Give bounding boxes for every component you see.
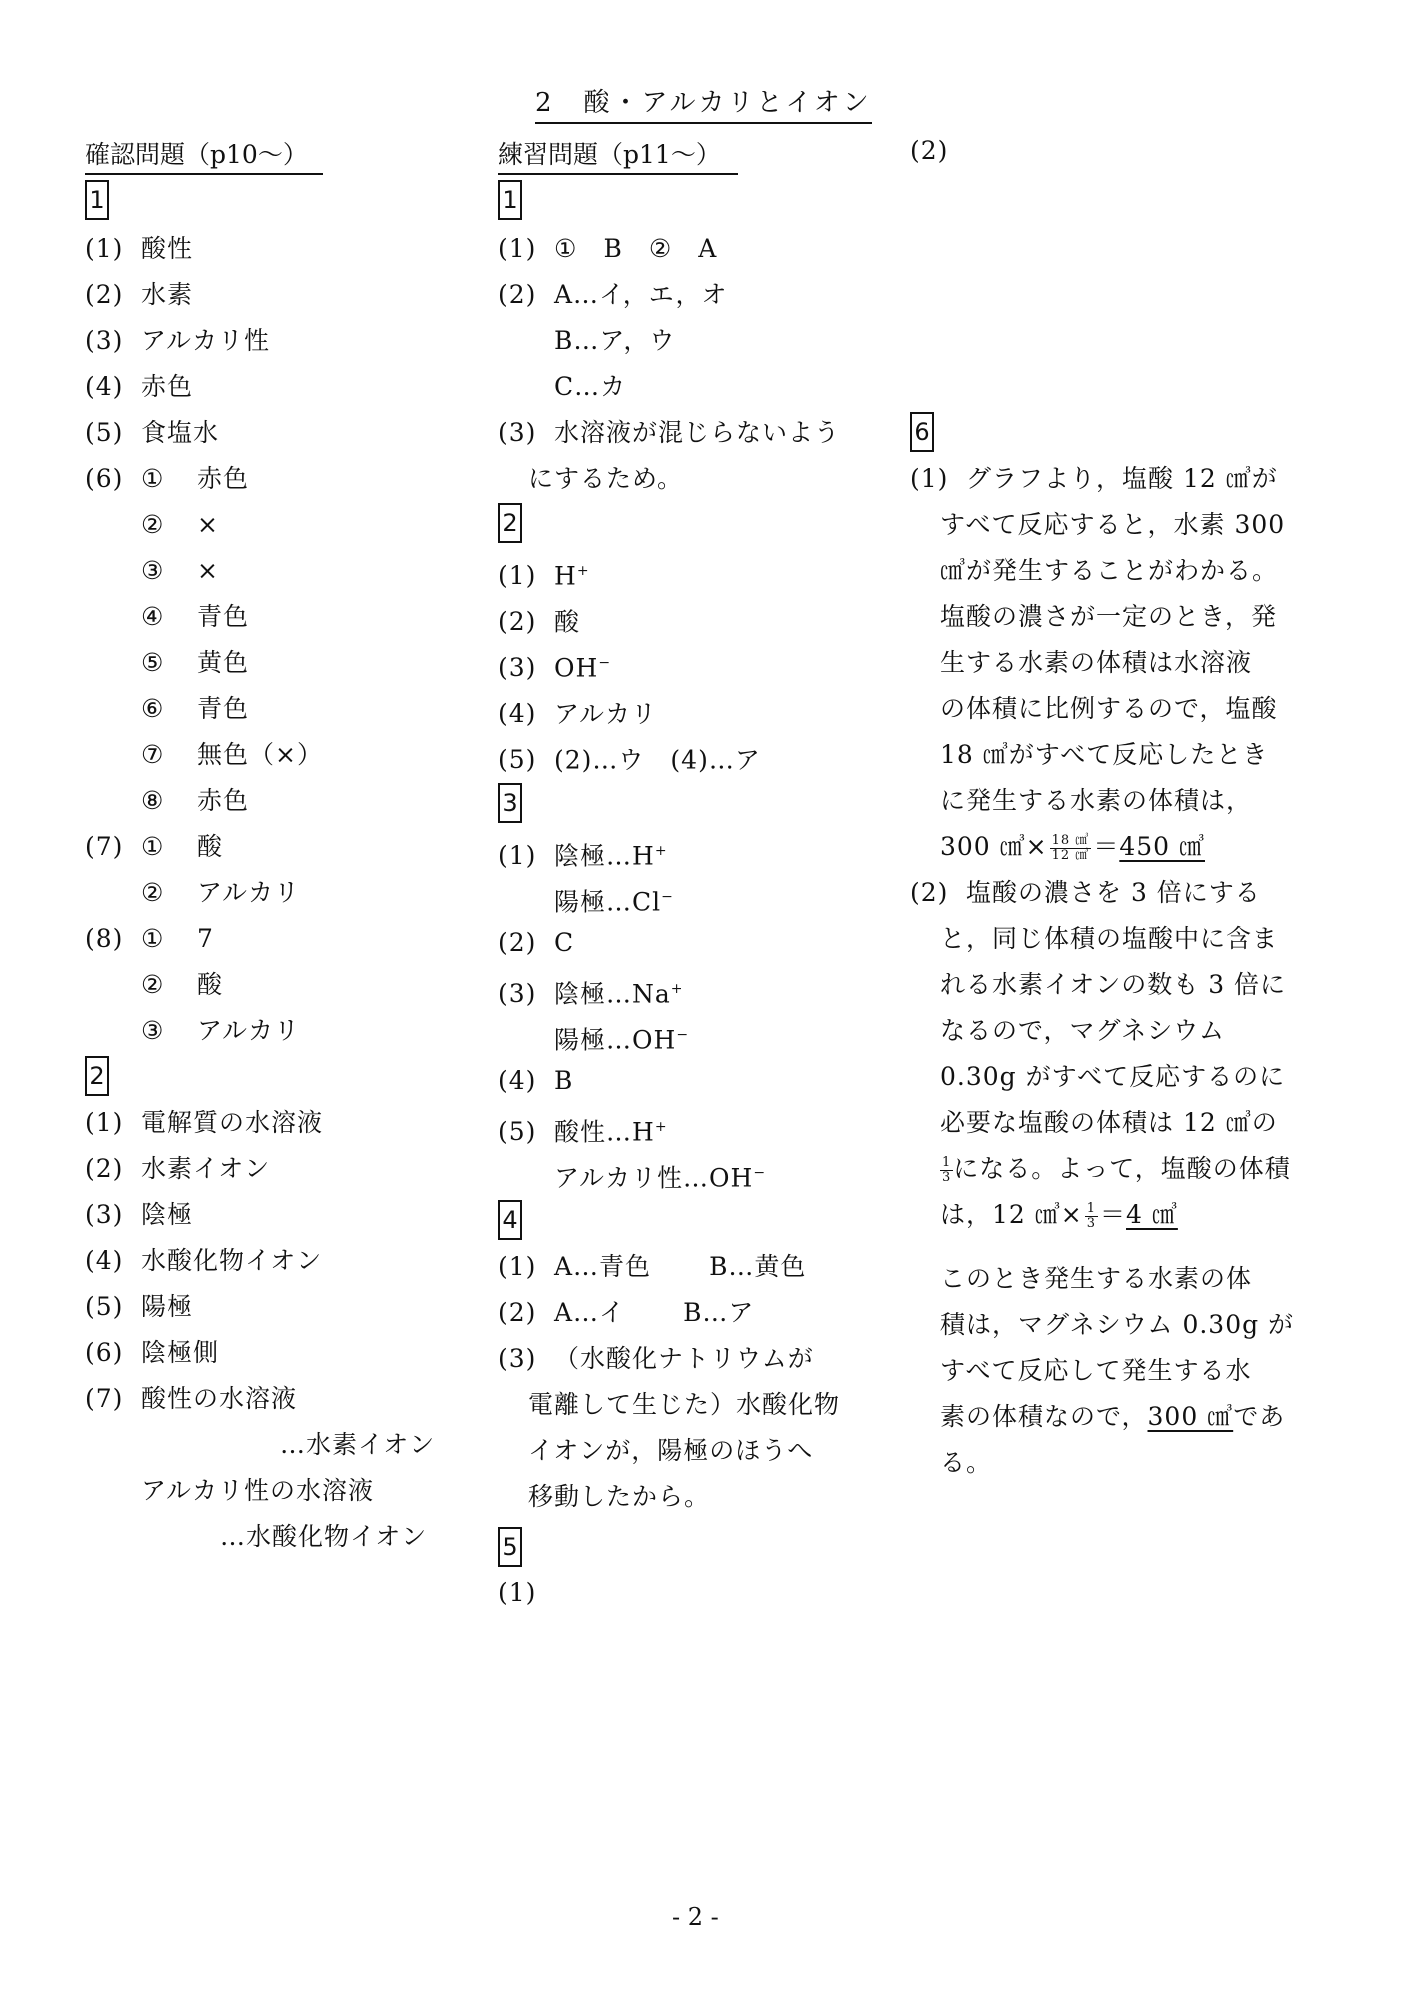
answer-line xyxy=(85,278,193,312)
explanation-text: 塩酸の濃さが一定のとき，発 xyxy=(940,602,1278,631)
answer-text: 酸性 xyxy=(141,234,194,263)
answer-text: 電解質の水溶液 xyxy=(141,1108,324,1137)
answer-line: イオンが，陽極のほうへ xyxy=(528,1436,814,1465)
answer-line xyxy=(85,600,249,634)
answer-line xyxy=(85,1152,270,1186)
explanation-text: 0.30g がすべて反応するのに xyxy=(940,1062,1286,1091)
item-label: (3) xyxy=(85,1200,124,1229)
item-label: (1) xyxy=(910,464,949,493)
item-label: (2) xyxy=(498,607,537,637)
answer-line xyxy=(141,1474,374,1508)
answer-line xyxy=(940,600,1277,634)
answer-line xyxy=(498,972,684,1011)
answer-line xyxy=(85,692,249,726)
item-label: (4) xyxy=(498,1066,537,1095)
answer-line: る。 xyxy=(940,1448,993,1477)
item-label: (3) xyxy=(498,418,537,447)
explanation-text: 積は，マグネシウム 0.30g が xyxy=(940,1310,1295,1339)
explanation-text: すべて反応して発生する水 xyxy=(940,1356,1252,1385)
answer-line xyxy=(498,1250,806,1284)
answer-line xyxy=(498,600,580,639)
answer-line xyxy=(85,1106,323,1140)
explanation-text: に発生する水素の体積は， xyxy=(940,786,1253,815)
item-label: (4) xyxy=(85,372,124,401)
answer-text: （水酸化ナトリウムが xyxy=(554,1344,814,1373)
answer-line xyxy=(220,1520,427,1554)
item-label: (4) xyxy=(85,1246,124,1275)
item-label: (1) xyxy=(498,1252,537,1281)
answer-text: 7 xyxy=(197,924,214,953)
calc-lhs: は，12 ㎤× xyxy=(940,1200,1083,1229)
answer-line xyxy=(498,1342,814,1376)
answer-line xyxy=(940,1262,1252,1296)
fraction-numerator: 18 ㎤ xyxy=(1051,833,1090,848)
circled-number: ① xyxy=(141,832,165,861)
item-label: (4) xyxy=(498,699,537,729)
answer-line xyxy=(498,554,590,593)
answer-text: 陽極…Cl xyxy=(554,887,662,917)
answer-text: アルカリ性…OH xyxy=(554,1163,754,1193)
answer-line xyxy=(940,692,1278,726)
answer-line xyxy=(498,232,717,266)
item-label: (2) xyxy=(910,878,949,907)
answer-text: 食塩水 xyxy=(141,418,220,447)
answer-line xyxy=(554,1156,766,1195)
section-heading-renshu: 練習問題（p11～） xyxy=(498,138,738,175)
equals-sign: ＝ xyxy=(1100,1200,1127,1229)
question-number-box: 6 xyxy=(910,412,934,452)
answer-text: 水酸化物イオン xyxy=(141,1246,323,1275)
answer-line xyxy=(940,1106,1278,1140)
fraction-numerator: 1 xyxy=(942,1155,952,1170)
fraction-denominator: 3 xyxy=(942,1170,952,1185)
answer-text: …水酸化物イオン xyxy=(220,1522,428,1551)
answer-text: × xyxy=(197,510,219,539)
answer-text: 酸性の水溶液 xyxy=(141,1384,298,1413)
circled-number: ⑤ xyxy=(141,648,165,677)
ion-charge: − xyxy=(598,655,612,671)
answer-text: 陰極 xyxy=(141,1200,194,1229)
answer-line xyxy=(940,508,1285,542)
item-label: (1) xyxy=(498,841,537,871)
explanation-text: になる。よって，塩酸の体積 xyxy=(953,1154,1291,1183)
answer-line xyxy=(85,416,219,450)
underlined-answer: 300 ㎤ xyxy=(1147,1402,1234,1431)
fraction-denominator: 3 xyxy=(1086,1216,1096,1231)
answer-line xyxy=(85,1290,193,1324)
answer-text: 青色 xyxy=(197,694,250,723)
explanation-text: 必要な塩酸の体積は 12 ㎤の xyxy=(940,1108,1278,1137)
item-label: (2) xyxy=(498,280,537,309)
answer-line xyxy=(85,922,214,956)
explanation-text: であ xyxy=(1233,1402,1286,1431)
question-number-box: 1 xyxy=(498,180,522,220)
item-label: (8) xyxy=(85,924,124,953)
item-label: (2) xyxy=(85,280,124,309)
answer-line: B…ア，ウ xyxy=(554,326,676,355)
fraction xyxy=(1085,1202,1098,1231)
item-label: (6) xyxy=(85,1338,124,1367)
answer-line: にするため。 xyxy=(528,464,684,493)
answer-line xyxy=(940,738,1268,772)
answer-line xyxy=(940,1308,1294,1342)
answer-text: A…青色 xyxy=(554,1252,652,1281)
ion-charge: − xyxy=(661,889,674,905)
explanation-text: なるので，マグネシウム xyxy=(940,1016,1226,1045)
answer-line xyxy=(940,646,1252,680)
item-label: (7) xyxy=(85,1384,124,1413)
item-label: (1) xyxy=(85,1108,124,1137)
answer-line xyxy=(940,968,1286,1002)
answer-text: 陽極…OH xyxy=(554,1025,677,1055)
answer-line xyxy=(498,738,761,777)
answer-line xyxy=(85,508,219,542)
item-label: (2) xyxy=(85,1154,124,1183)
answer-text: 陰極側 xyxy=(141,1338,220,1367)
answer-text: 陽極 xyxy=(141,1292,194,1321)
circled-number: ③ xyxy=(141,1016,165,1045)
answer-line: 移動したから。 xyxy=(528,1482,711,1511)
answer-line xyxy=(554,1018,689,1057)
answer-line xyxy=(498,834,668,873)
answer-line xyxy=(280,1428,435,1462)
explanation-text: グラフより，塩酸 12 ㎤が xyxy=(966,464,1278,493)
question-number-box: 1 xyxy=(85,180,109,220)
answer-line xyxy=(85,738,323,772)
answer-text: 赤色 xyxy=(197,464,250,493)
explanation-text: すべて反応すると，水素 300 xyxy=(940,510,1286,539)
calc-lhs: 300 ㎤× xyxy=(940,832,1048,861)
question-number-box: 4 xyxy=(498,1200,522,1240)
answer-line xyxy=(498,646,611,685)
item-label: (2) xyxy=(910,136,949,165)
circled-number: ① xyxy=(554,234,578,263)
answer-text: 赤色 xyxy=(141,372,194,401)
answer-text: アルカリ xyxy=(197,878,301,907)
answer-line xyxy=(85,784,249,818)
answer-line xyxy=(940,922,1278,956)
explanation-text: 塩酸の濃さを 3 倍にする xyxy=(966,878,1261,907)
answer-line: 電離して生じた）水酸化物 xyxy=(528,1390,841,1419)
circled-number: ① xyxy=(141,924,165,953)
answer-line xyxy=(940,784,1252,818)
circled-number: ⑥ xyxy=(141,694,165,723)
circled-number: ⑧ xyxy=(141,786,165,815)
answer-text: 無色（×） xyxy=(197,740,323,769)
answer-text: アルカリ xyxy=(197,1016,301,1045)
question-number-box: 3 xyxy=(498,783,522,823)
ion-charge: + xyxy=(670,981,684,997)
ion-charge: − xyxy=(753,1165,767,1181)
answer-text: 青色 xyxy=(197,602,250,631)
explanation-text: 素の体積なので， xyxy=(940,1402,1148,1431)
answer-line xyxy=(910,462,1278,496)
fraction-numerator: 1 xyxy=(1086,1201,1096,1216)
circled-number: ② xyxy=(648,234,673,263)
item-label: (1) xyxy=(498,234,537,263)
answer-text: OH xyxy=(554,653,599,683)
explanation-text: と，同じ体積の塩酸中に含ま xyxy=(940,924,1279,953)
answer-text: 水素 xyxy=(141,280,194,309)
answer-text: アルカリ性 xyxy=(141,326,271,355)
answer-line xyxy=(85,876,300,910)
answer-line xyxy=(498,692,657,731)
answer-line xyxy=(940,1060,1285,1094)
item-label: (1) xyxy=(498,561,537,591)
item-label: (1) xyxy=(85,234,124,263)
item-label: (5) xyxy=(85,1292,124,1321)
item-label: (7) xyxy=(85,832,124,861)
answer-line xyxy=(498,926,574,960)
item-label: (3) xyxy=(498,653,537,683)
answer-line xyxy=(940,1400,1285,1434)
answer-text: 酸性…H xyxy=(554,1117,655,1147)
ion-charge: − xyxy=(676,1027,690,1043)
explanation-text: このとき発生する水素の体 xyxy=(940,1264,1253,1293)
explanation-text: の体積に比例するので，塩酸 xyxy=(940,694,1278,723)
item-label: (2) xyxy=(498,928,537,957)
answer-text: …水素イオン xyxy=(280,1430,436,1459)
item-label: (2) xyxy=(498,1298,537,1327)
answer-text: 陰極…H xyxy=(554,841,655,871)
answer-text: アルカリ性の水溶液 xyxy=(141,1476,375,1505)
item-label: (6) xyxy=(85,464,124,493)
fraction-denominator: 12 ㎤ xyxy=(1051,848,1090,863)
question-number-box: 5 xyxy=(498,1527,522,1567)
page-number: - 2 - xyxy=(672,1903,719,1931)
item-label: (3) xyxy=(498,979,537,1009)
answer-text: B…黄色 xyxy=(709,1252,807,1281)
explanation-text: ㎤が発生することがわかる。 xyxy=(940,556,1279,585)
item-label: (3) xyxy=(498,1344,537,1373)
equals-sign: ＝ xyxy=(1093,832,1120,861)
answer-line xyxy=(498,1110,668,1149)
underlined-answer: 4 ㎤ xyxy=(1126,1200,1178,1229)
answer-line xyxy=(940,1014,1225,1048)
section-heading-kakunin: 確認問題（p10～） xyxy=(85,138,323,175)
answer-text: H xyxy=(554,561,577,591)
item-label: (5) xyxy=(498,745,537,775)
answer-line xyxy=(85,554,219,588)
answer-line xyxy=(498,278,728,312)
question-number-box: 2 xyxy=(85,1056,109,1096)
answer-line xyxy=(85,646,249,680)
answer-text: × xyxy=(197,556,219,585)
answer-line xyxy=(85,232,193,266)
explanation-text: 18 ㎤がすべて反応したとき xyxy=(940,740,1269,769)
answer-line: C…カ xyxy=(554,372,627,401)
answer-line xyxy=(498,1064,573,1098)
item-label: (3) xyxy=(85,326,124,355)
circled-number: ⑦ xyxy=(141,740,165,769)
answer-text: 赤色 xyxy=(197,786,250,815)
answer-text: 水素イオン xyxy=(141,1154,271,1183)
answer-line xyxy=(85,1198,193,1232)
answer-text: アルカリ xyxy=(554,699,658,729)
answer-line xyxy=(85,968,223,1002)
answer-line xyxy=(85,1244,322,1278)
ion-charge: + xyxy=(654,1119,668,1135)
answer-line xyxy=(940,1354,1252,1388)
calculation-line xyxy=(940,830,1205,864)
answer-text: A…イ，エ，オ xyxy=(554,280,728,309)
ion-charge: + xyxy=(576,563,590,579)
answer-text: 陰極…Na xyxy=(554,979,671,1009)
answer-text: A…イ xyxy=(554,1298,626,1327)
answer-text: 酸 xyxy=(554,607,581,637)
underlined-answer: 450 ㎤ xyxy=(1119,832,1205,861)
answer-text: C xyxy=(554,928,575,957)
fraction-line xyxy=(940,1152,1291,1186)
answer-text: B…ア xyxy=(683,1298,755,1327)
answer-line xyxy=(85,370,193,404)
explanation-text: 生する水素の体積は水溶液 xyxy=(940,648,1253,677)
circled-number: ④ xyxy=(141,602,165,631)
answer-text: (2)…ウ (4)…ア xyxy=(554,745,761,775)
answer-value: B xyxy=(603,234,623,263)
answer-value: A xyxy=(698,234,718,263)
answer-line xyxy=(940,554,1278,588)
circled-number: ③ xyxy=(141,556,165,585)
answer-text: B xyxy=(554,1066,574,1095)
item-label: (1) xyxy=(498,1578,537,1607)
answer-text: 酸 xyxy=(197,970,224,999)
fraction xyxy=(1050,834,1092,863)
answer-line xyxy=(85,1014,300,1048)
ion-charge: + xyxy=(654,843,668,859)
question-number-box: 2 xyxy=(498,503,522,543)
explanation-text: れる水素イオンの数も 3 倍に xyxy=(940,970,1287,999)
answer-line xyxy=(498,416,840,450)
answer-line xyxy=(85,1382,297,1416)
fraction xyxy=(940,1156,953,1185)
answer-text: 水溶液が混じらないよう xyxy=(554,418,841,447)
answer-line xyxy=(85,462,249,496)
answer-text: 酸 xyxy=(197,832,224,861)
answer-line xyxy=(85,830,223,864)
answer-line xyxy=(85,1336,219,1370)
item-label: (5) xyxy=(85,418,124,447)
page-title: 2 酸・アルカリとイオン xyxy=(535,86,872,124)
item-label: (5) xyxy=(498,1117,537,1147)
answer-line xyxy=(498,1296,754,1330)
circled-number: ② xyxy=(141,970,165,999)
answer-line xyxy=(554,880,674,919)
answer-line xyxy=(85,324,270,358)
circled-number: ② xyxy=(141,878,165,907)
circled-number: ① xyxy=(141,464,165,493)
circled-number: ② xyxy=(141,510,165,539)
answer-text: 黄色 xyxy=(197,648,250,677)
calculation-line xyxy=(940,1198,1178,1232)
answer-line xyxy=(910,876,1261,910)
